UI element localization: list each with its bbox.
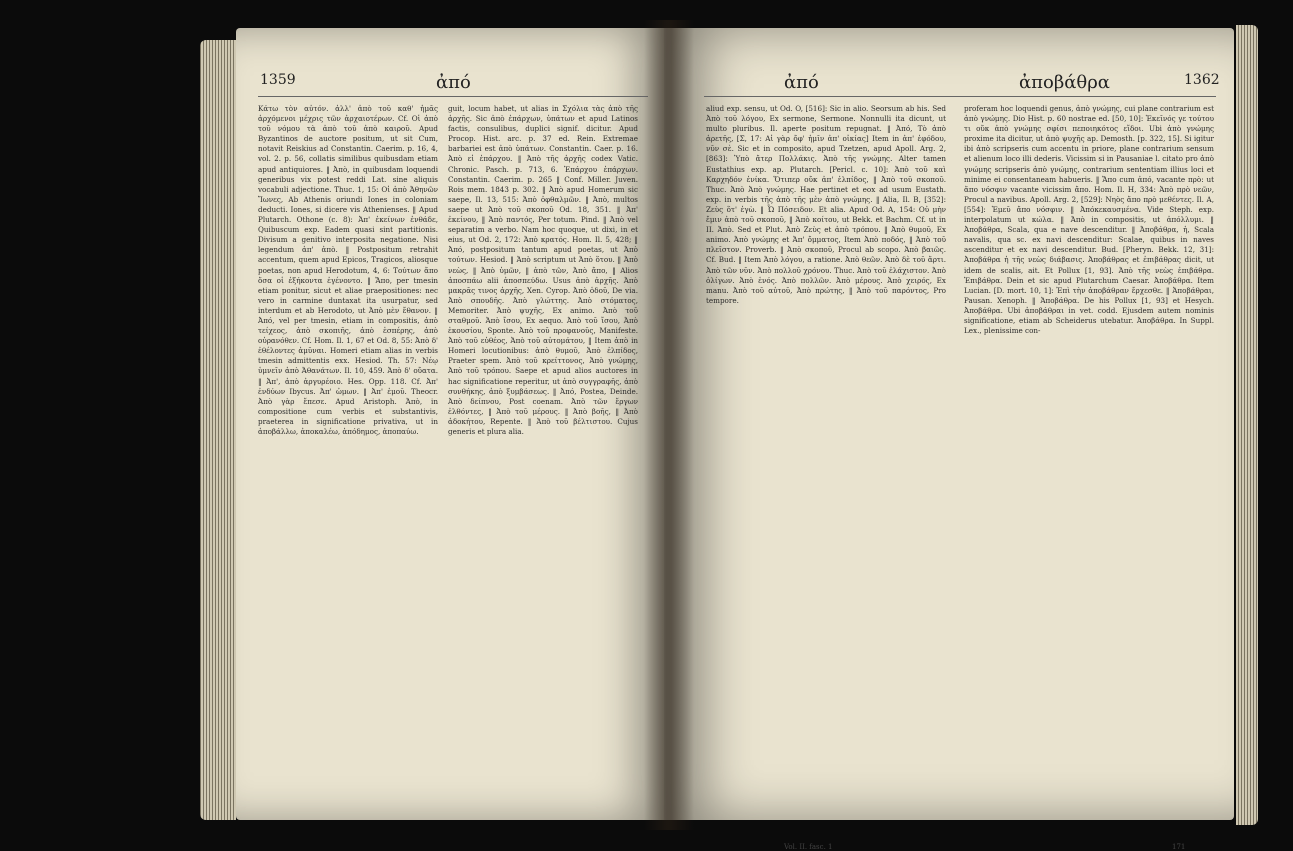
right-column-a: aliud exp. sensu, ut Od. O, [516]: Sic in alio. Seorsum ab his. Sed Ἀπὸ τοῦ λόγου, Ex sermone, Sermone. Nonnulli ita dicunt, ut multo pluribus. Il. aperte positum repugnat. ‖ Ἀπό, Τὸ ἀπὸ ἀρετῆς, [Σ, 17: Αἱ γὰρ ὄφ' ἡμῖν ἀπ' οἰκίας] Item in ἀπ' ἐφόδου, νῦν σὲ. Sic et in composito, apud Tzetzen, apud Apoll. Arg. 2, [863]: Ὑπὸ ἄτερ Πολλάκις. Ἀπὸ τῆς γνώμης. Alter tamen Eustathius exp. ap. Plutarch. [Pericl. c. 10]: Ἀπὸ τοῦ καὶ Καρχηδόν ἐνίκα. Ὅτιπερ οὔκ ἀπ' ἐλπίδος, ‖ Ἀπὸ τοῦ σκοποῦ. Thuc. Ἀπὸ Ἀπὸ γνώμης. Hae pertinet et eox ad usum Eustath. exp. in verbis τῆς ἀπὸ τῆς μὲν ἀπὸ γνώμης. ‖ Alia, Il. B, [352]: Ζεὺς ὅτ' ἐγὼ. ‖ Ὦ Πόσειδον. Et alia. Apud Od. A, 154: Oὐ μὴν ἔμιν ἀπὸ τοῦ σκοποῦ, ‖ Ἀπὸ κοίτου, ut Bekk. et Bachm. Cf. ut in II. Ἀπὸ. Sed et Plut. Ἀπὸ Ζεὺς et ἀπὸ τρόπου. ‖ Ἀπὸ θυμοῦ, Ex animo. Ἀπὸ γνώμης et Ἀπ' ὄμματος, Item Ἀπὸ ποδός, ‖ Ἀπὸ τοῦ πλεῖστον. Proverb. ‖ Ἀπὸ σκοποῦ, Procul ab scopo. Ἀπὸ βαιῶς. Cf. Bud. ‖ Item Ἀπὸ λόγου, a ratione. Ἀπὸ θεῶν. Ἀπὸ δὲ τοῦ ἄρτι. Ἀπὸ τῶν νῦν. Ἀπὸ πολλοῦ χρόνου. Thuc. Ἀπὸ τοῦ ἐλάχιστον. Ἀπὸ ὀλίγων. Ἀπὸ ἑνός. Ἀπὸ πολλῶν. Ἀπὸ μέρους. Ἀπὸ χειρός, Ex manu. Ἀπὸ τοῦ αὐτοῦ, Ἀπὸ πρώτης, ‖ Ἀπὸ τοῦ παρόντος, Pro tempore. [706, 104, 946, 305]
right-head-word-1: ἀπό [784, 72, 819, 93]
right-column-b: proferam hoc loquendi genus, ἀπὸ γνώμης, cui plane contrarium est ἀπὸ γνώμης. Dio Hist. p. 60 nostrae ed. [50, 10]: Ἐκεῖνός γε τούτου τι οὔκ ἀπὸ γνώμης σφίσι πεποιηκότος εἴδοι. Ubi ἀπὸ γνώμης proxime ita dicitur, ut ἀπὸ ψυχῆς ap. Demosth. [p. 322, 15]. Si igitur ibi ἀπὸ scripseris cum accentu in priore, plane contrarium sensum et alienum loco illi dederis. Vicissim si in Pausaniae l. citato pro ἀπὸ γνώμης scripseris ἀπὸ γνώμης, contrarium sententiam illius loci et minime ei consentaneam habueris. ‖ Ἄπο cum ἀπό, vacante πρὸ: ut ἄπο νόσφιν vacante vicissim ἄπο. Hom. Il. H, 334: Ἀπὸ πρὸ νεῶν, Procul a navibus. Apoll. Arg. 2, [529]: Νηὸς ἄπο πρὸ μεθέντες. Il. A, [554]: Ἐμεῦ ἄπο νόσφιν. ‖ Ἀπόκεκαυσμένα. Vide Steph. exp. interpolatum ut κώλα. ‖ Ἀπὸ in compositis, ut ἀπόλλυμι. ‖ Ἀποβάθρα, Scala, qua e nave descenditur. ‖ Ἀποβάθρα, ἡ, Scala navalis, qua sc. ex navi descenditur: Scalae, quibus in naves ascenditur et ex navi descenditur. Bud. [Pheryn. Bekk. 12, 31]: Ἀποβάθρα ἡ τῆς νεὼς διάβασις. Ἀποβάθρας et ἐπιβάθρας dicit, ut idem de scalis, ait. Et Pollux [1, 93]. Ἀπὸ τῆς νεὼς ἐπιβάθρα. Ἐπιβάθρα. Dein et sic apud Plutarchum Caesar. Ἀποβάθρα. Item Lucian. [D. mort. 10, 1]: Ἐπὶ τὴν ἀποβάθραν ἔρχεσθε. ‖ Ἀποβάθραι, Pausan. Xenoph. ‖ Ἀποβάθρα. De his Pollux [1, 93] et Hesych. Ἀποβάθρα. Ubi ἀποβάθραι in vet. codd. Ejusdem autem nominis significatione, etiam ab Scheiderus utebatur. Ἀποβάθρα. In Suppl. Lex., plenissime con- [964, 104, 1214, 336]
right-signature-mark: Vol. II. fasc. 1 [784, 843, 833, 851]
right-page [664, 28, 1234, 851]
right-folio-number: 171 [1172, 843, 1186, 851]
right-head-word-2: ἀποβάθρα [1019, 72, 1110, 93]
left-page-number: 1359 [260, 72, 296, 88]
right-header-rule [704, 96, 1216, 97]
left-head-word: ἀπό [436, 72, 471, 93]
right-page-number: 1362 [1184, 72, 1220, 88]
left-column-a: Κάτω τὸν αὐτόν. ἀλλ' ἀπὸ τοῦ καθ' ἡμᾶς ἀρχόμενοι μέχρις τῶν ἀρχαιοτέρων. Cf. Oἱ ἀπὸ τοῦ νόμου τὰ ἀπὸ τοῦ ἀπὸ καιροῦ. Apud Byzantinos de auctore positum, ut sit Cum, notavit Reiskius ad Constantin. Caerim. p. 16, 4, vol. 2. p. 56, collatis similibus quibusdam etiam apud antiquiores. ‖ Ἀπὸ, in quibusdam loquendi generibus vix potest reddi Lat. sine aliquis vocabuli adjectione. Thuc. 1, 15: Oἱ ἀπὸ Ἀθηνῶν Ἴωνες, Ab Athenis oriundi Iones in coloniam deducti. Iones, si dicere vis Athenienses. ‖ Apud Plutarch. Othone (c. 8): Ἀπ' ἐκείνων ἐνθάδε, Quibuscum exp. Eadem quasi sint partitionis. Divisum a genitivo interposita negatione. Nisi legendum ἀπ' ἀπὸ. ‖ Postpositum retrahit accentum, quem apud Epicos, Tragicos, aliosque poetas, non apud Herodotum, 4, 6: Τούτων ἄπο ὅσα οἱ ἐξήκοντα ἐγένοντο. ‖ Ἄπο, per tmesin etiam ponitur, sicut et aliae praepositiones: nec vero in carmine duntaxat ita usurpatur, sed interdum et ab Herodoto, ut Ἀπὸ μὲν ἔθανον. ‖ Ἀπό, vel per tmesin, etiam in compositis, ἀπὸ τείχεος, ἀπὸ σκοπιῆς, ἀπὸ ἑσπέρης, ἀπὸ οὐρανόθεν. Cf. Hom. Il. 1, 67 et Od. 8, 55: Ἀπὸ δ' ἐθέλοντες ἀμῦναι. Homeri etiam alias in verbis tmesin admittentis exx. Hesiod. Th. 57: Νέῳ ὑμνεῖν ἀπὸ Ἀθανάτων. Il. 10, 459. Ἀπὸ δ' οὔατα. ‖ Ἀπ', ἀπὸ ἀργυρέοιο. Hes. Opp. 118. Cf. Ἀπ' ἐνδύων Ibycus. Ἀπ' ὠμων. ‖ Ἀπ' ἐμοῦ. Theocr. Ἀπὸ γὰρ ἔπεσε. Apud Aristoph. Ἀπὸ, in compositione cum verbis et substantivis, praeterea in significatione privativa, ut in ἀποβάλλω, ἀποκαλέω, ἀπόδημος, ἀποπαύω. [258, 104, 438, 436]
page-edges-left [200, 40, 236, 820]
open-book [236, 0, 1236, 851]
left-header-rule [258, 96, 648, 97]
page-edges-right [1236, 25, 1258, 825]
left-column-b: guit, locum habet, ut alias in Σχόλια τὰς ἀπὸ τῆς ἀρχῆς. Sic ἀπὸ ἐπάρχων, ὑπάτων et apud Latinos factis, consulibus, duplici signif. dicitur. Apud Procop. Hist. arc. p. 37 ed. Rein. Extremae barbariei est ἀπὸ ὑπάτων. Constantin. Caer. p. 16. Ἀπὸ εἰ ἐπάρχου. ‖ Ἀπὸ τῆς ἀρχῆς codex Vatic. Chronic. Pasch. p. 713, 6. Ἐπάρχου ἐπάρχων. Constantin. Caerim. p. 265 ‖ Conf. Miller. Juven. Rois mem. 1843 p. 302. ‖ Ἀπὸ apud Homerum sic saepe, Il. 13, 515: Ἀπὸ ὀφθαλμῶν. ‖ Ἀπὸ, multos saepe ut Ἀπὸ τοῦ σκοποῦ Od. 18, 351. ‖ Ἀπ' ἐκείνου, ‖ Ἀπὸ παντός, Per totum. Pind. ‖ Ἀπὸ vel separatim a verbo. Nam hoc quoque, ut dixi, in et eius, ut Od. 2, 172: Ἀπὸ κρατός. Hom. Il. 5, 428; ‖ Ἀπό, postpositum tantum apud poetas, ut Ἀπὸ τούτων. Hesiod. ‖ Ἀπὸ scriptum ut Ἀπὸ ὅτου. ‖ Ἀπὸ νεὼς, ‖ Ἀπὸ ὑμῶν, ‖ ἀπὸ τῶν, Ἀπὸ ἄπο, ‖ Alios ἀποσπάω alii ἀποσπεύδω. Usus ἀπὸ ἀρχῆς. Ἀπὸ μακρᾶς τινος ἀρχῆς, Xen. Cyrop. Ἀπὸ ὁδοῦ, De via. Ἀπὸ σπουδῆς. Ἀπὸ γλώττης. Ἀπὸ στόματος, Memoriter. Ἀπὸ ψυχῆς, Ex animo. Ἀπὸ τοῦ σταθμοῦ. Ἀπὸ ἴσου, Ex aequo. Ἀπὸ τοῦ ἴσου, Ἀπὸ ἑκουσίου, Sponte. Ἀπὸ τοῦ προφανοῦς, Manifeste. Ἀπὸ τοῦ εὐθέος, Ἀπὸ τοῦ αὐτομάτου, ‖ Item ἀπὸ in Homeri locutionibus: ἀπὸ θυμοῦ, Ἀπὸ ἐλπίδος, Praeter spem. Ἀπὸ τοῦ κρείττονος, Ἀπὸ γνώμης, Ἀπὸ τοῦ τρόπου. Saepe et apud alios auctores in hac significatione reperitur, ut ἀπὸ συγγραφῆς, ἀπὸ συνθήκης, ἀπὸ ξυμβάσεως. ‖ Ἀπό, Postea, Deinde. Ἀπὸ δείπνου, Post coenam. Ἀπὸ τῶν ἔργων ἐλθόντες, ‖ Ἀπὸ τοῦ μέρους. ‖ Ἀπὸ βοῆς, ‖ Ἀπὸ ἀδοκήτου, Repente. ‖ Ἀπὸ τοῦ βέλτιστου. Cujus generis et plura alia. [448, 104, 638, 436]
left-page [236, 28, 666, 820]
